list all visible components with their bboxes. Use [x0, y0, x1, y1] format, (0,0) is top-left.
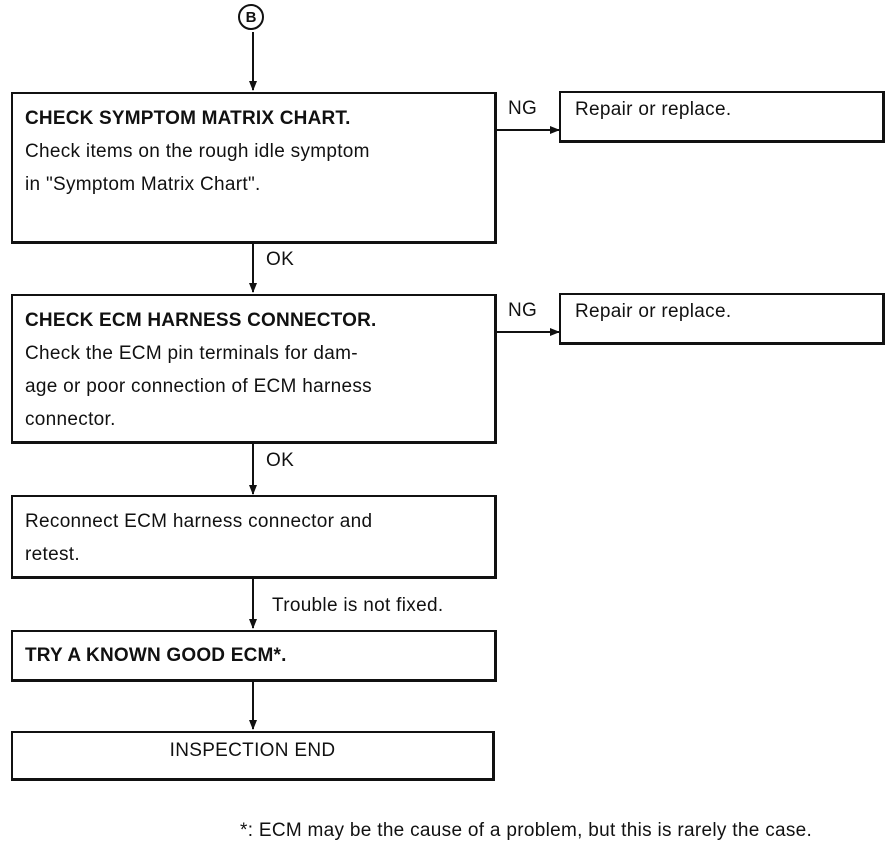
step-title: CHECK SYMPTOM MATRIX CHART. [25, 108, 351, 129]
inspection-end-box [11, 731, 495, 781]
step-try-known-good-ecm [11, 630, 497, 682]
step-check-symptom-matrix [11, 92, 497, 244]
result-text: Repair or replace. [575, 99, 732, 120]
result-box-2 [559, 293, 885, 345]
step-title: CHECK ECM HARNESS CONNECTOR. [25, 310, 377, 331]
ok-label-1: OK [266, 249, 295, 270]
end-label: INSPECTION END [169, 740, 336, 761]
step-check-ecm-harness-connector [11, 294, 497, 444]
step-body: Check items on the rough idle symptom in "Symptom Matrix Chart". [25, 141, 370, 195]
result-box-1 [559, 91, 885, 143]
not-fixed-label: Trouble is not fixed. [272, 595, 444, 616]
step-body: Reconnect ECM harness connector and retest. [25, 511, 373, 565]
step-body: Check the ECM pin terminals for dam- age or poor connection of ECM harness connector. [25, 343, 372, 430]
ok-label-2: OK [266, 450, 295, 471]
ng-label-2: NG [508, 300, 538, 321]
result-text: Repair or replace. [575, 301, 732, 322]
connector-circle-b [238, 4, 264, 30]
ng-label-1: NG [508, 98, 538, 119]
step-reconnect-retest [11, 495, 497, 579]
footnote: *: ECM may be the cause of a problem, but this is rarely the case. [240, 820, 813, 841]
step-title: TRY A KNOWN GOOD ECM*. [25, 645, 287, 666]
connector-label: B [245, 8, 257, 26]
